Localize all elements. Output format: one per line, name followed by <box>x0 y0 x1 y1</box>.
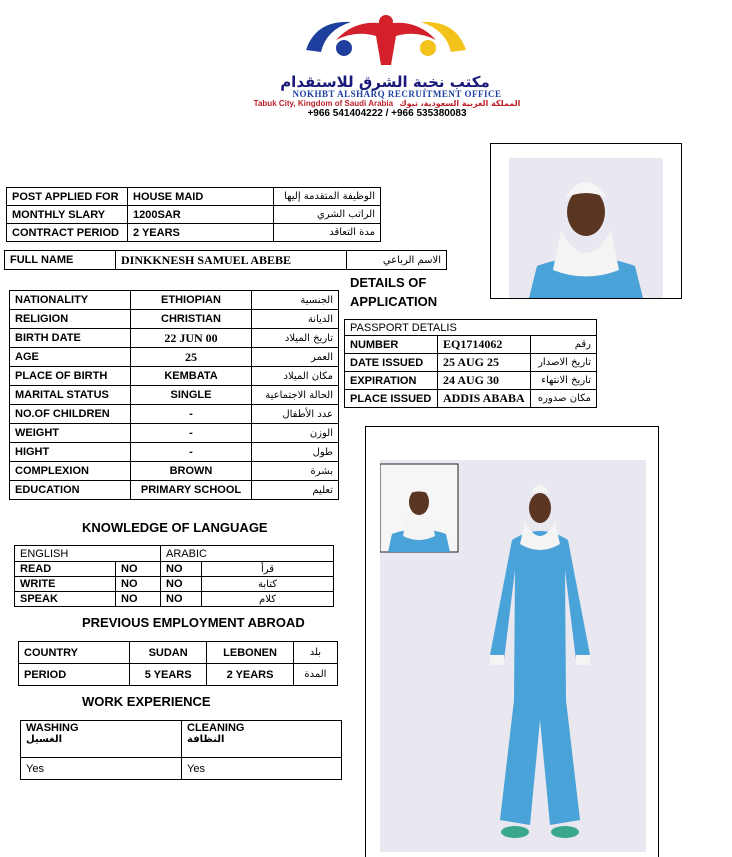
personal-label: HIGHT <box>10 443 131 462</box>
passport-label: PLACE ISSUED <box>345 390 438 408</box>
personal-value: SINGLE <box>131 386 252 405</box>
passport-label-ar: تاريخ الاصدار <box>530 354 596 372</box>
personal-label: AGE <box>10 348 131 367</box>
passport-photo <box>509 158 663 298</box>
passport-table <box>344 319 597 408</box>
washing-value: Yes <box>21 758 182 780</box>
table-row <box>10 424 339 443</box>
language-skill-label-ar: قرأ <box>202 562 334 577</box>
personal-label: MARITAL STATUS <box>10 386 131 405</box>
table-row <box>19 642 338 664</box>
washing-cell <box>21 721 182 758</box>
language-arabic-value: NO <box>161 592 202 607</box>
personal-label-ar: الديانة <box>252 310 339 329</box>
full-body-photo-frame <box>365 426 659 857</box>
personal-label-ar: بشرة <box>252 462 339 481</box>
personal-label-ar: تعليم <box>252 481 339 500</box>
personal-label-ar: الوزن <box>252 424 339 443</box>
period-label-ar: المدة <box>293 664 337 686</box>
full-name-label: FULL NAME <box>5 251 116 270</box>
personal-label-ar: عدد الأطفال <box>252 405 339 424</box>
period-1: 5 YEARS <box>130 664 207 686</box>
employment-table <box>18 641 338 686</box>
table-row <box>15 577 334 592</box>
personal-label-ar: تاريخ الميلاد <box>252 329 339 348</box>
table-row <box>15 562 334 577</box>
passport-label: EXPIRATION <box>345 372 438 390</box>
table-row <box>19 664 338 686</box>
header-logo <box>296 10 476 80</box>
table-row <box>10 310 339 329</box>
table-row <box>345 390 597 408</box>
salary-label-ar: الراتب الشري <box>274 206 381 224</box>
employment-heading: PREVIOUS EMPLOYMENT ABROAD <box>82 615 305 630</box>
passport-value: 25 AUG 25 <box>438 354 531 372</box>
personal-value: - <box>131 443 252 462</box>
washing-label-ar: الغسيل <box>26 734 63 745</box>
experience-table <box>20 720 342 780</box>
passport-label-ar: تاريخ الانتهاء <box>530 372 596 390</box>
details-heading-line2: APPLICATION <box>350 294 438 309</box>
passport-label: DATE ISSUED <box>345 354 438 372</box>
table-row <box>345 336 597 354</box>
table-row <box>10 367 339 386</box>
table-row <box>345 372 597 390</box>
table-row <box>10 329 339 348</box>
office-name-ar: مكتب نخبة الشرق للاستقدام <box>280 73 490 91</box>
personal-value: KEMBATA <box>131 367 252 386</box>
location-en: Tabuk City, Kingdom of Saudi Arabia <box>253 99 394 108</box>
office-name-en: NOKHBT ALSHARQ RECRUITMENT OFFICE <box>292 89 502 99</box>
full-body-photo <box>380 460 646 852</box>
personal-label: BIRTH DATE <box>10 329 131 348</box>
passport-value: 24 AUG 30 <box>438 372 531 390</box>
language-skill-label: SPEAK <box>15 592 116 607</box>
language-english-value: NO <box>116 562 161 577</box>
location-ar: المملكة العربية السعودية، تبوك <box>399 99 521 108</box>
passport-label-ar: رقم <box>530 336 596 354</box>
language-english-header: ENGLISH <box>15 546 161 562</box>
table-row <box>10 481 339 500</box>
post-table <box>6 187 381 242</box>
table-row <box>21 758 342 780</box>
personal-label: EDUCATION <box>10 481 131 500</box>
personal-label-ar: مكان الميلاد <box>252 367 339 386</box>
language-skill-label: WRITE <box>15 577 116 592</box>
salary-value: 1200SAR <box>128 206 274 224</box>
language-skill-label-ar: كلام <box>202 592 334 607</box>
table-row <box>10 462 339 481</box>
table-row <box>15 546 334 562</box>
personal-label: WEIGHT <box>10 424 131 443</box>
table-row <box>15 592 334 607</box>
language-arabic-value: NO <box>161 562 202 577</box>
personal-label: COMPLEXION <box>10 462 131 481</box>
full-name-value: DINKKNESH SAMUEL ABEBE <box>116 251 347 270</box>
cleaning-label: CLEANING <box>187 722 245 734</box>
personal-label-ar: طول <box>252 443 339 462</box>
passport-label: NUMBER <box>345 336 438 354</box>
cleaning-value: Yes <box>182 758 342 780</box>
personal-value: ETHIOPIAN <box>131 291 252 310</box>
office-location <box>232 99 542 108</box>
table-row <box>10 443 339 462</box>
language-heading: KNOWLEDGE OF LANGUAGE <box>82 520 268 535</box>
personal-label-ar: الجنسية <box>252 291 339 310</box>
passport-label-ar: مكان صدوره <box>530 390 596 408</box>
table-row <box>7 188 381 206</box>
period-2: 2 YEARS <box>207 664 294 686</box>
table-row <box>21 721 342 758</box>
passport-value: ADDIS ABABA <box>438 390 531 408</box>
office-phones: +966 541404222 / +966 535380083 <box>307 108 467 119</box>
personal-label-ar: العمر <box>252 348 339 367</box>
personal-label: PLACE OF BIRTH <box>10 367 131 386</box>
table-row <box>10 405 339 424</box>
personal-label: NO.OF CHILDREN <box>10 405 131 424</box>
personal-value: CHRISTIAN <box>131 310 252 329</box>
recruitment-logo-icon <box>296 10 476 80</box>
passport-value: EQ1714062 <box>438 336 531 354</box>
country-2: LEBONEN <box>207 642 294 664</box>
language-arabic-value: NO <box>161 577 202 592</box>
personal-value: 25 <box>131 348 252 367</box>
cleaning-cell <box>182 721 342 758</box>
contract-value: 2 YEARS <box>128 224 274 242</box>
language-english-value: NO <box>116 592 161 607</box>
personal-value: BROWN <box>131 462 252 481</box>
personal-value: 22 JUN 00 <box>131 329 252 348</box>
table-row <box>345 354 597 372</box>
table-row <box>7 224 381 242</box>
personal-label: NATIONALITY <box>10 291 131 310</box>
personal-value: - <box>131 424 252 443</box>
details-heading <box>350 273 437 311</box>
table-row <box>5 251 447 270</box>
personal-details-table <box>9 290 339 500</box>
salary-label: MONTHLY SLARY <box>7 206 128 224</box>
language-skill-label-ar: كتابة <box>202 577 334 592</box>
country-label: COUNTRY <box>19 642 130 664</box>
contract-label: CONTRACT PERIOD <box>7 224 128 242</box>
table-row <box>10 348 339 367</box>
table-row <box>10 386 339 405</box>
full-name-table <box>4 250 447 270</box>
details-heading-line1: DETAILS OF <box>350 275 427 290</box>
country-1: SUDAN <box>130 642 207 664</box>
personal-value: - <box>131 405 252 424</box>
language-arabic-header: ARABIC <box>161 546 334 562</box>
passport-title: PASSPORT DETALIS <box>345 320 597 336</box>
language-table <box>14 545 334 607</box>
full-name-label-ar: الاسم الرباعي <box>347 251 447 270</box>
contract-label-ar: مدة التعاقد <box>274 224 381 242</box>
language-english-value: NO <box>116 577 161 592</box>
cleaning-label-ar: النظافة <box>187 734 225 745</box>
post-label-ar: الوظيفة المتقدمة إليها <box>274 188 381 206</box>
post-label: POST APPLIED FOR <box>7 188 128 206</box>
experience-heading: WORK EXPERIENCE <box>82 694 211 709</box>
post-value: HOUSE MAID <box>128 188 274 206</box>
table-row <box>345 320 597 336</box>
table-row <box>7 206 381 224</box>
passport-photo-frame <box>490 143 682 299</box>
period-label: PERIOD <box>19 664 130 686</box>
table-row <box>10 291 339 310</box>
country-label-ar: بلد <box>293 642 337 664</box>
personal-label-ar: الحالة الاجتماعية <box>252 386 339 405</box>
personal-label: RELIGION <box>10 310 131 329</box>
language-skill-label: READ <box>15 562 116 577</box>
washing-label: WASHING <box>26 722 79 734</box>
personal-value: PRIMARY SCHOOL <box>131 481 252 500</box>
